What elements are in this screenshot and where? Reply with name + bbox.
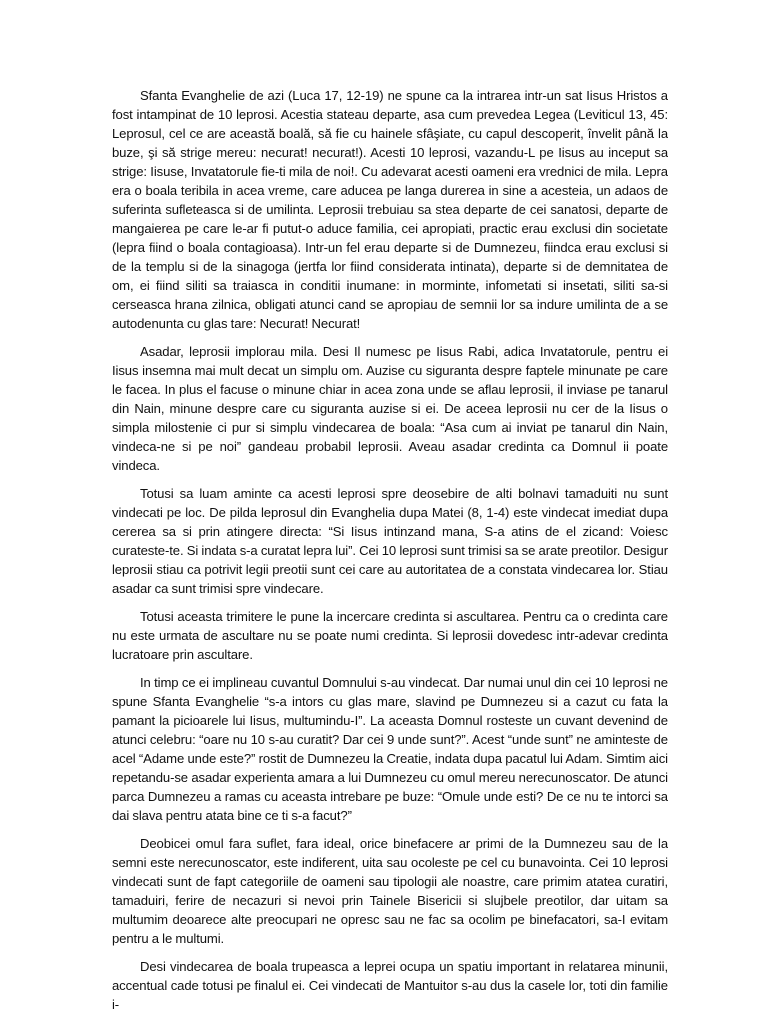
paragraph-1: Sfanta Evanghelie de azi (Luca 17, 12-19) ne spune ca la intrarea intr-un sat Iisus Hristos a fost intampinat de 10 leprosi. Acestia stateau departe, asa cum prevedea Legea (Leviticul 13, 45: Leprosul, cel ce are această boală, să fie cu hainele sfâşiate, cu capul descoperit, învelit până la buze, şi să strige mereu: necurat! necurat!). Acesti 10 leprosi, vazandu-L pe Iisus au inceput sa strige: Iisuse, Invatatorule fie-ti mila de noi!. Cu adevarat acesti oameni era vrednici de mila. Lepra era o boala teribila in acea vreme, care aducea pe langa durerea in sine a acesteia, un adaos de suferinta sufleteasca si de umilinta. Leprosii trebuiau sa stea departe de cei sanatosi, departe de mangaierea pe care le-ar fi putut-o aduce familia, cei apropiati, practic erau exclusi din societate (lepra fiind o boala contagioasa). Intr-un fel erau departe si de Dumnezeu, fiindca erau exclusi si de la templu si de la sinagoga (jertfa lor fiind considerata intinata), departe si de demnitatea de om, ei fiind siliti sa traiasca in conditii inumane: in morminte, infometati si insetati, siliti sa-si cerseasca hrana zilnica, obligati atunci cand se apropiau de semnii lor sa indure umilinta de a se autodenunta cu glas tare: Necurat! Necurat! xyxy=(112,88,668,331)
paragraph-2: Asadar, leprosii implorau mila. Desi Il numesc pe Iisus Rabi, adica Invatatorule, pentru ei Iisus insemna mai mult decat un simplu om. Auzise cu siguranta despre faptele minunate pe care le facea. In plus el facuse o minune chiar in acea zona unde se aflau leprosii, il inviase pe tanarul din Nain, minune despre care cu siguranta auzise si ei. De aceea leprosii nu cer de la Iisus o simpla milostenie ci pur si simplu vindecarea de boala: “Asa cum ai inviat pe tanarul din Nain, vindeca-ne si pe noi” gandeau probabil leprosii. Aveau asadar credinta ca Domnul ii poate vindeca. xyxy=(112,344,668,473)
paragraph-7: Desi vindecarea de boala trupeasca a leprei ocupa un spatiu important in relatarea minunii, accentual cade totusi pe finalul ei. Cei vindecati de Mantuitor s-au dus la casele lor, toti din familie i- xyxy=(112,959,668,1012)
document-page xyxy=(112,86,668,1024)
paragraph-6: Deobicei omul fara suflet, fara ideal, orice binefacere ar primi de la Dumnezeu sau de la semni este nerecunoscator, este indiferent, uita sau ocoleste pe cel cu bunavointa. Cei 10 leprosi vindecati sunt de fapt categoriile de oameni sau tipologii ale noastre, care primim atatea curatiri, tamaduiri, ferire de necazuri si nevoi prin Tainele Bisericii si slujbele preotilor, dar uitam sa multumim deoarece alte preocupari ne opresc sau ne fac sa ocolim pe binefacatori, sa-I evitam pentru a le multumi. xyxy=(112,836,668,946)
paragraph-5: In timp ce ei implineau cuvantul Domnului s-au vindecat. Dar numai unul din cei 10 leprosi ne spune Sfanta Evanghelie “s-a intors cu glas mare, slavind pe Dumnezeu si a cazut cu fata la pamant la picioarele lui Iisus, multumindu-I”. La aceasta Domnul rosteste un cuvant devenind de atunci celebru: “oare nu 10 s-au curatit? Dar cei 9 unde sunt?”. Acest “unde sunt” ne aminteste de acel “Adame unde este?” rostit de Dumnezeu la Creatie, indata dupa pacatul lui Adam. Simtim aici repetandu-se asadar experienta amara a lui Dumnezeu cu omul mereu nerecunoscator. De atunci parca Dumnezeu a ramas cu aceasta intrebare pe buze: “Omule unde esti? De ce nu te intorci sa dai slava pentru atata bine ce ti s-a facut?” xyxy=(112,675,668,823)
paragraph-3: Totusi sa luam aminte ca acesti leprosi spre deosebire de alti bolnavi tamaduiti nu sunt vindecati pe loc. De pilda leprosul din Evanghelia dupa Matei (8, 1-4) este vindecat imediat dupa cererea sa si prin atingere directa: “Si Iisus intinzand mana, S-a atins de el zicand: Voiesc curateste-te. Si indata s-a curatat lepra lui”. Cei 10 leprosi sunt trimisi sa se arate preotilor. Desigur leprosii stiau ca potrivit legii preotii sunt cei care au autoritatea de a constata vindecarea lor. Stiau asadar ca sunt trimisi spre vindecare. xyxy=(112,486,668,596)
paragraph-4: Totusi aceasta trimitere le pune la incercare credinta si ascultarea. Pentru ca o credinta care nu este urmata de ascultare nu se poate numi credinta. Si leprosii dovedesc intr-adevar credinta lucratoare prin ascultare. xyxy=(112,609,668,662)
